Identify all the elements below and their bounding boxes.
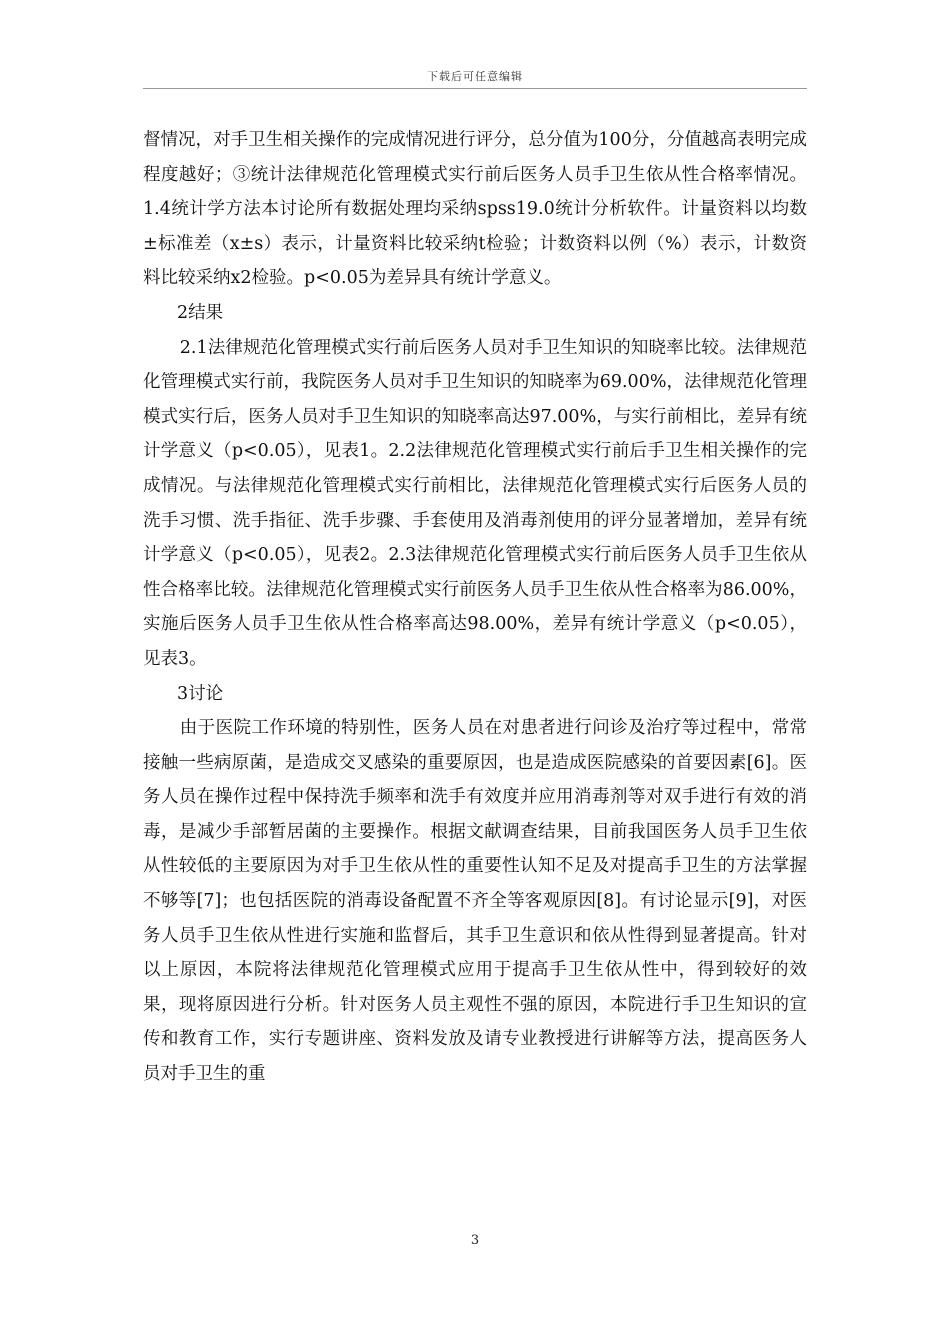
header-divider — [143, 88, 807, 89]
paragraph-methods-continued: 督情况，对手卫生相关操作的完成情况进行评分，总分值为100分，分值越高表明完成程度越好；③统计法律规范化管理模式实行前后医务人员手卫生依从性合格率情况。1.4统计学方法本讨论所有数据处理均采纳spss19.0统计分析软件。计量资料以均数±标准差（x±s）表示，计量资料比较采纳t检验；计数资料以例（%）表示，计数资料比较采纳x2检验。p<0.05为差异具有统计学意义。 — [143, 130, 807, 289]
section-heading-discussion: 3讨论 — [177, 683, 224, 704]
document-body — [143, 123, 807, 1092]
page-header: 下载后可任意编辑 — [427, 70, 523, 83]
paragraph-results: 2.1法律规范化管理模式实行前后医务人员对手卫生知识的知晓率比较。法律规范化管理模式实行前，我院医务人员对手卫生知识的知晓率为69.00%，法律规范化管理模式实行后，医务人员对手卫生知识的知晓率高达97.00%，与实行前相比，差异有统计学意义（p<0.05），见表1。2.2法律规范化管理模式实行前后手卫生相关操作的完成情况。与法律规范化管理模式实行前相比，法律规范化管理模式实行后医务人员的洗手习惯、洗手指征、洗手步骤、手套使用及消毒剂使用的评分显著增加，差异有统计学意义（p<0.05），见表2。2.3法律规范化管理模式实行前后医务人员手卫生依从性合格率比较。法律规范化管理模式实行前医务人员手卫生依从性合格率为86.00%，实施后医务人员手卫生依从性合格率高达98.00%，差异有统计学意义（p<0.05），见表3。 — [143, 337, 807, 669]
section-heading-results: 2结果 — [177, 302, 224, 323]
paragraph-discussion: 由于医院工作环境的特别性，医务人员在对患者进行问诊及治疗等过程中，常常接触一些病原菌，是造成交叉感染的重要原因，也是造成医院感染的首要因素[6]。医务人员在操作过程中保持洗手频率和洗手有效度并应用消毒剂等对双手进行有效的消毒，是减少手部暂居菌的主要操作。根据文献调查结果，目前我国医务人员手卫生依从性较低的主要原因为对手卫生依从性的重要性认知不足及对提高手卫生的方法掌握不够等[7]；也包括医院的消毒设备配置不齐全等客观原因[8]。有讨论显示[9]，对医务人员手卫生依从性进行实施和监督后，其手卫生意识和依从性得到显著提高。针对以上原因，本院将法律规范化管理模式应用于提高手卫生依从性中，得到较好的效果，现将原因进行分析。针对医务人员主观性不强的原因，本院进行手卫生知识的宣传和教育工作，实行专题讲座、资料发放及请专业教授进行讲解等方法，提高医务人员对手卫生的重 — [143, 718, 807, 1085]
page-number: 3 — [470, 1233, 480, 1248]
